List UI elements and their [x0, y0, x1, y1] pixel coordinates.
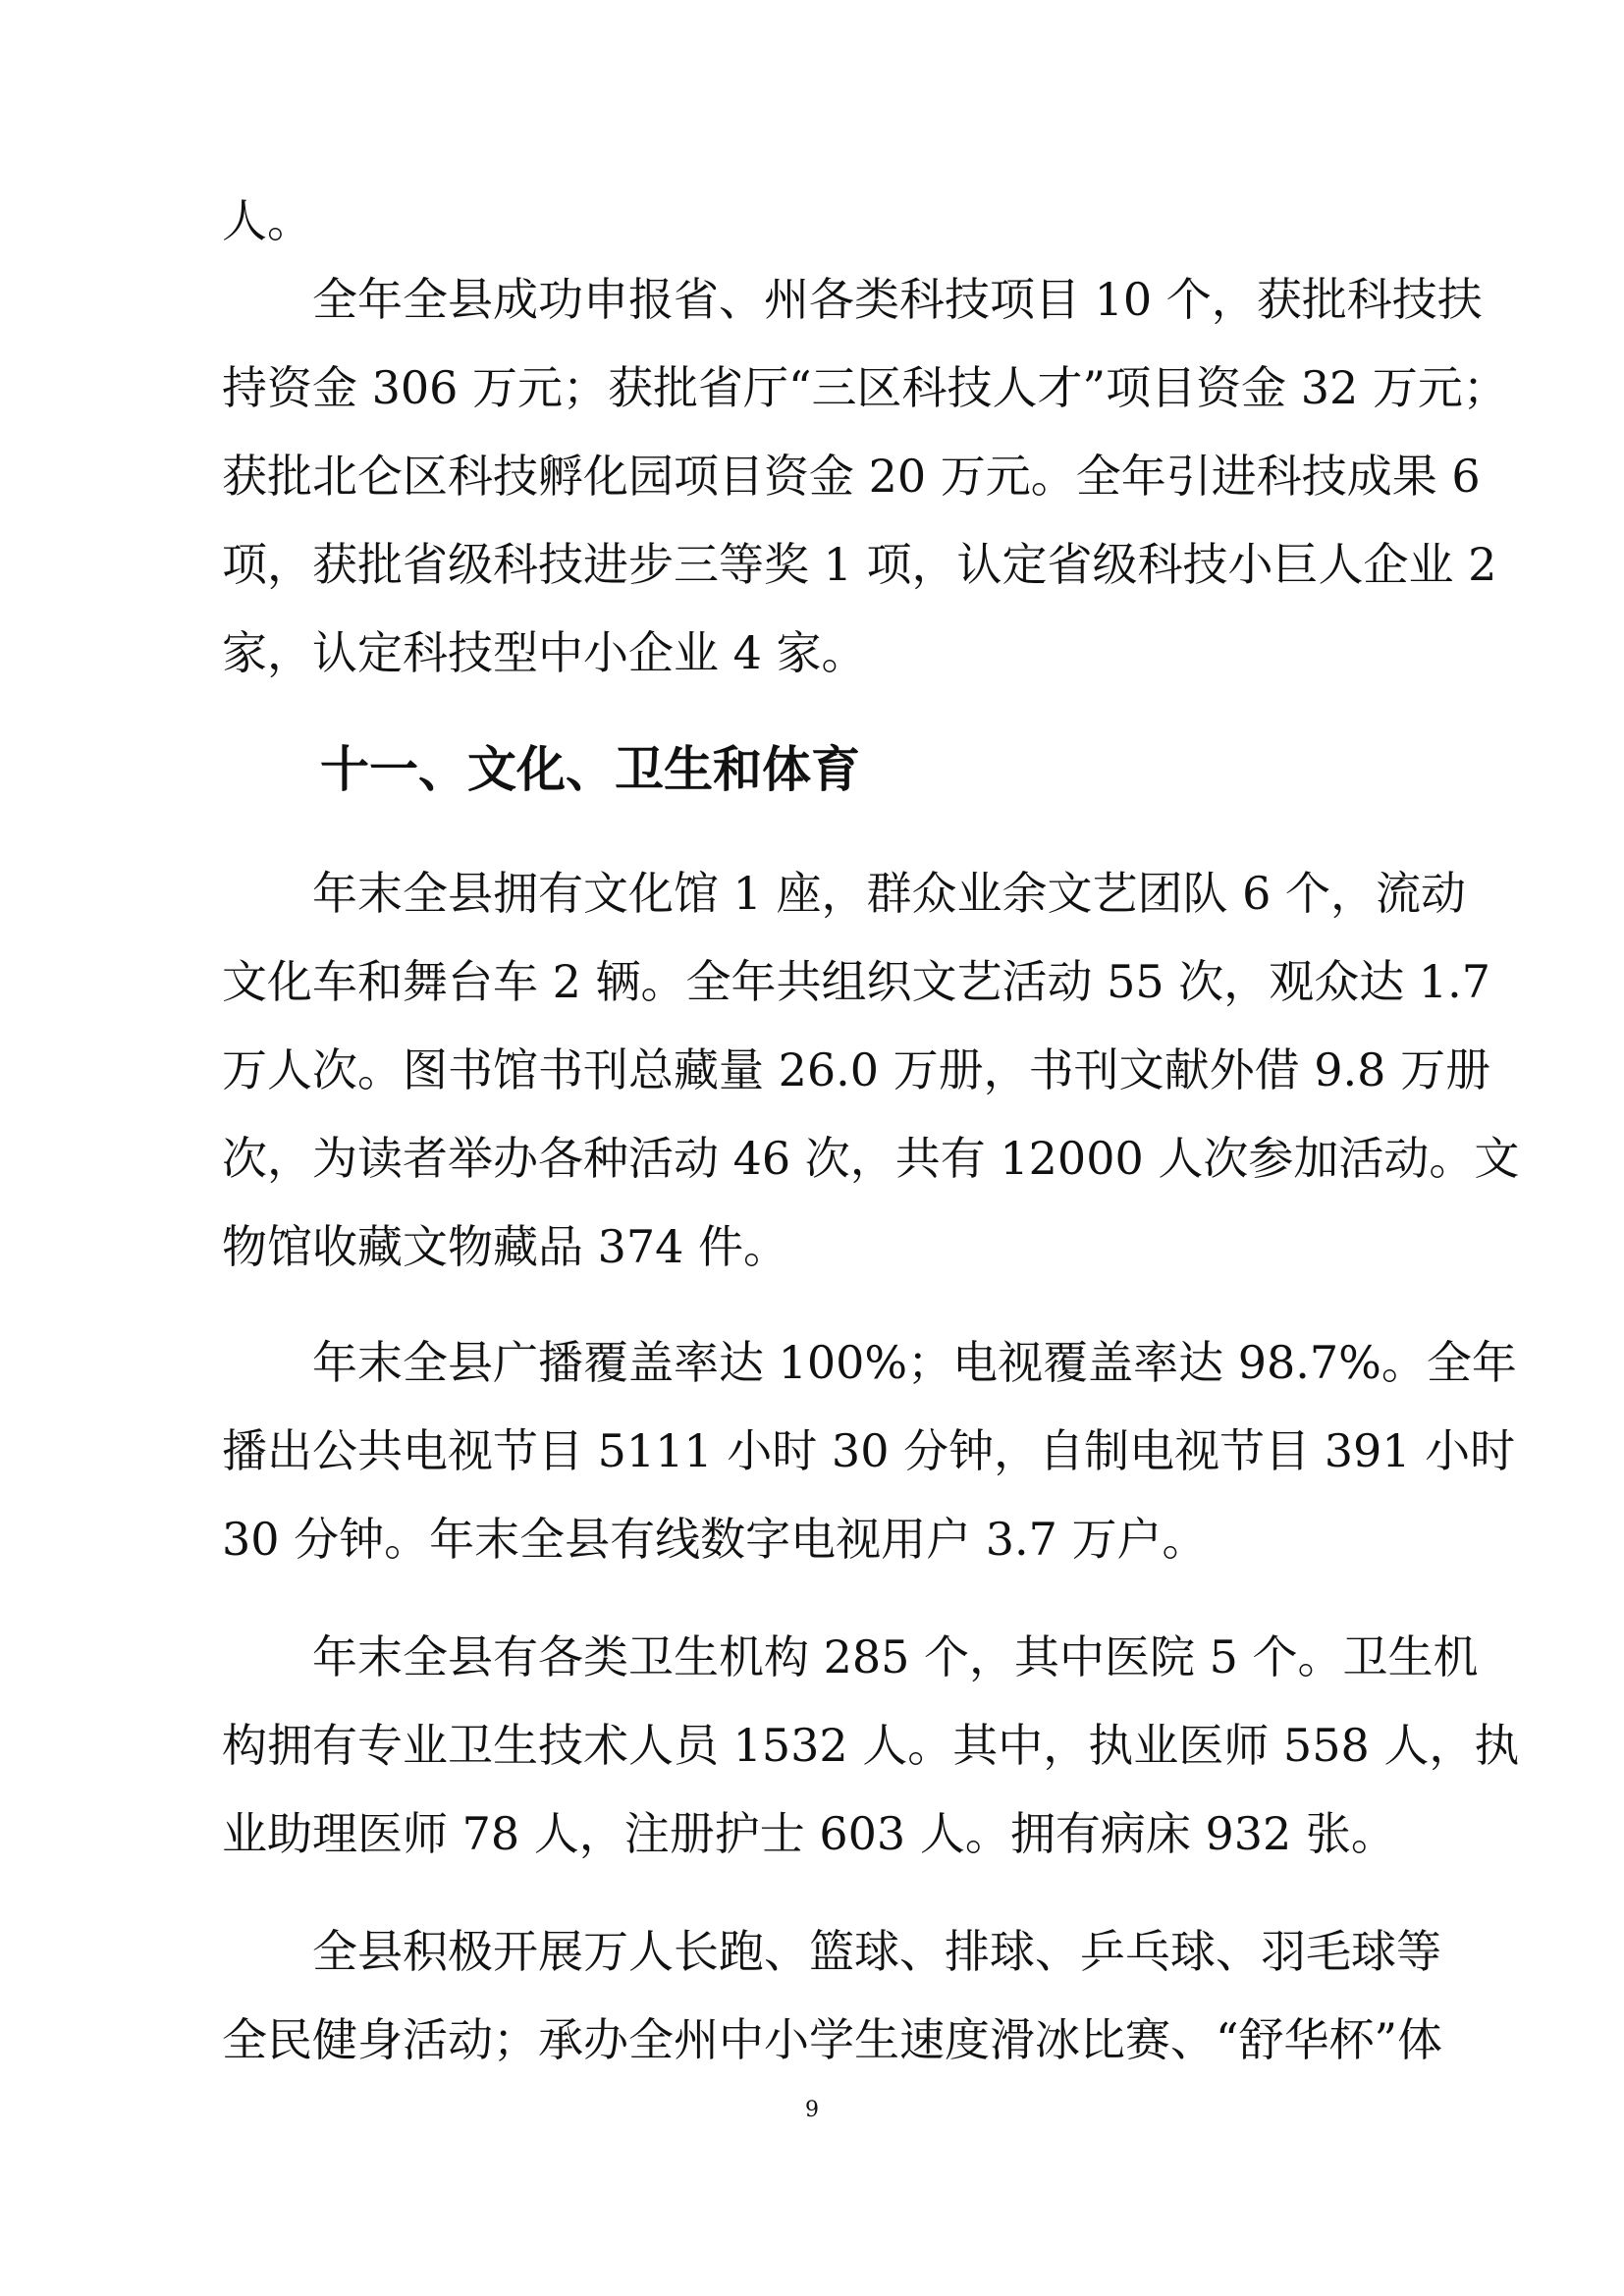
text-line: 业助理医师 78 人，注册护士 603 人。拥有病床 932 张。: [222, 1807, 1396, 1860]
text-line: 万人次。图书馆书刊总藏量 26.0 万册，书刊文献外借 9.8 万册: [222, 1043, 1491, 1096]
text-line: 项，获批省级科技进步三等奖 1 项，认定省级科技小巨人企业 2: [222, 538, 1497, 591]
text-line: 年末全县拥有文化馆 1 座，群众业余文艺团队 6 个，流动: [312, 867, 1467, 920]
section-heading: 十一、文化、卫生和体育: [320, 741, 860, 798]
page-number: 9: [805, 2098, 819, 2122]
text-line: 年末全县广播覆盖率达 100%；电视覆盖率达 98.7%。全年: [312, 1336, 1517, 1389]
text-line: 全民健身活动；承办全州中小学生速度滑冰比赛、“舒华杯”体: [222, 2013, 1443, 2066]
text-line: 全年全县成功申报省、州各类科技项目 10 个，获批科技扶: [312, 273, 1483, 326]
text-line: 30 分钟。年末全县有线数字电视用户 3.7 万户。: [222, 1513, 1208, 1566]
text-line: 人。: [222, 194, 312, 247]
text-line: 构拥有专业卫生技术人员 1532 人。其中，执业医师 558 人，执: [222, 1719, 1520, 1772]
text-line: 持资金 306 万元；获批省厅“三区科技人才”项目资金 32 万元；: [222, 361, 1508, 414]
text-line: 物馆收藏文物藏品 374 件。: [222, 1220, 789, 1273]
text-line: 次，为读者举办各种活动 46 次，共有 12000 人次参加活动。文: [222, 1132, 1520, 1185]
text-line: 获批北仑区科技孵化园项目资金 20 万元。全年引进科技成果 6: [222, 450, 1481, 503]
text-line: 文化车和舞台车 2 辆。全年共组织文艺活动 55 次，观众达 1.7: [222, 955, 1491, 1008]
text-line: 播出公共电视节目 5111 小时 30 分钟，自制电视节目 391 小时: [222, 1424, 1516, 1477]
text-line: 年末全县有各类卫生机构 285 个，其中医院 5 个。卫生机: [312, 1630, 1479, 1683]
text-line: 家，认定科技型中小企业 4 家。: [222, 626, 867, 679]
text-line: 全县积极开展万人长跑、篮球、排球、乒乓球、羽毛球等: [312, 1925, 1441, 1978]
